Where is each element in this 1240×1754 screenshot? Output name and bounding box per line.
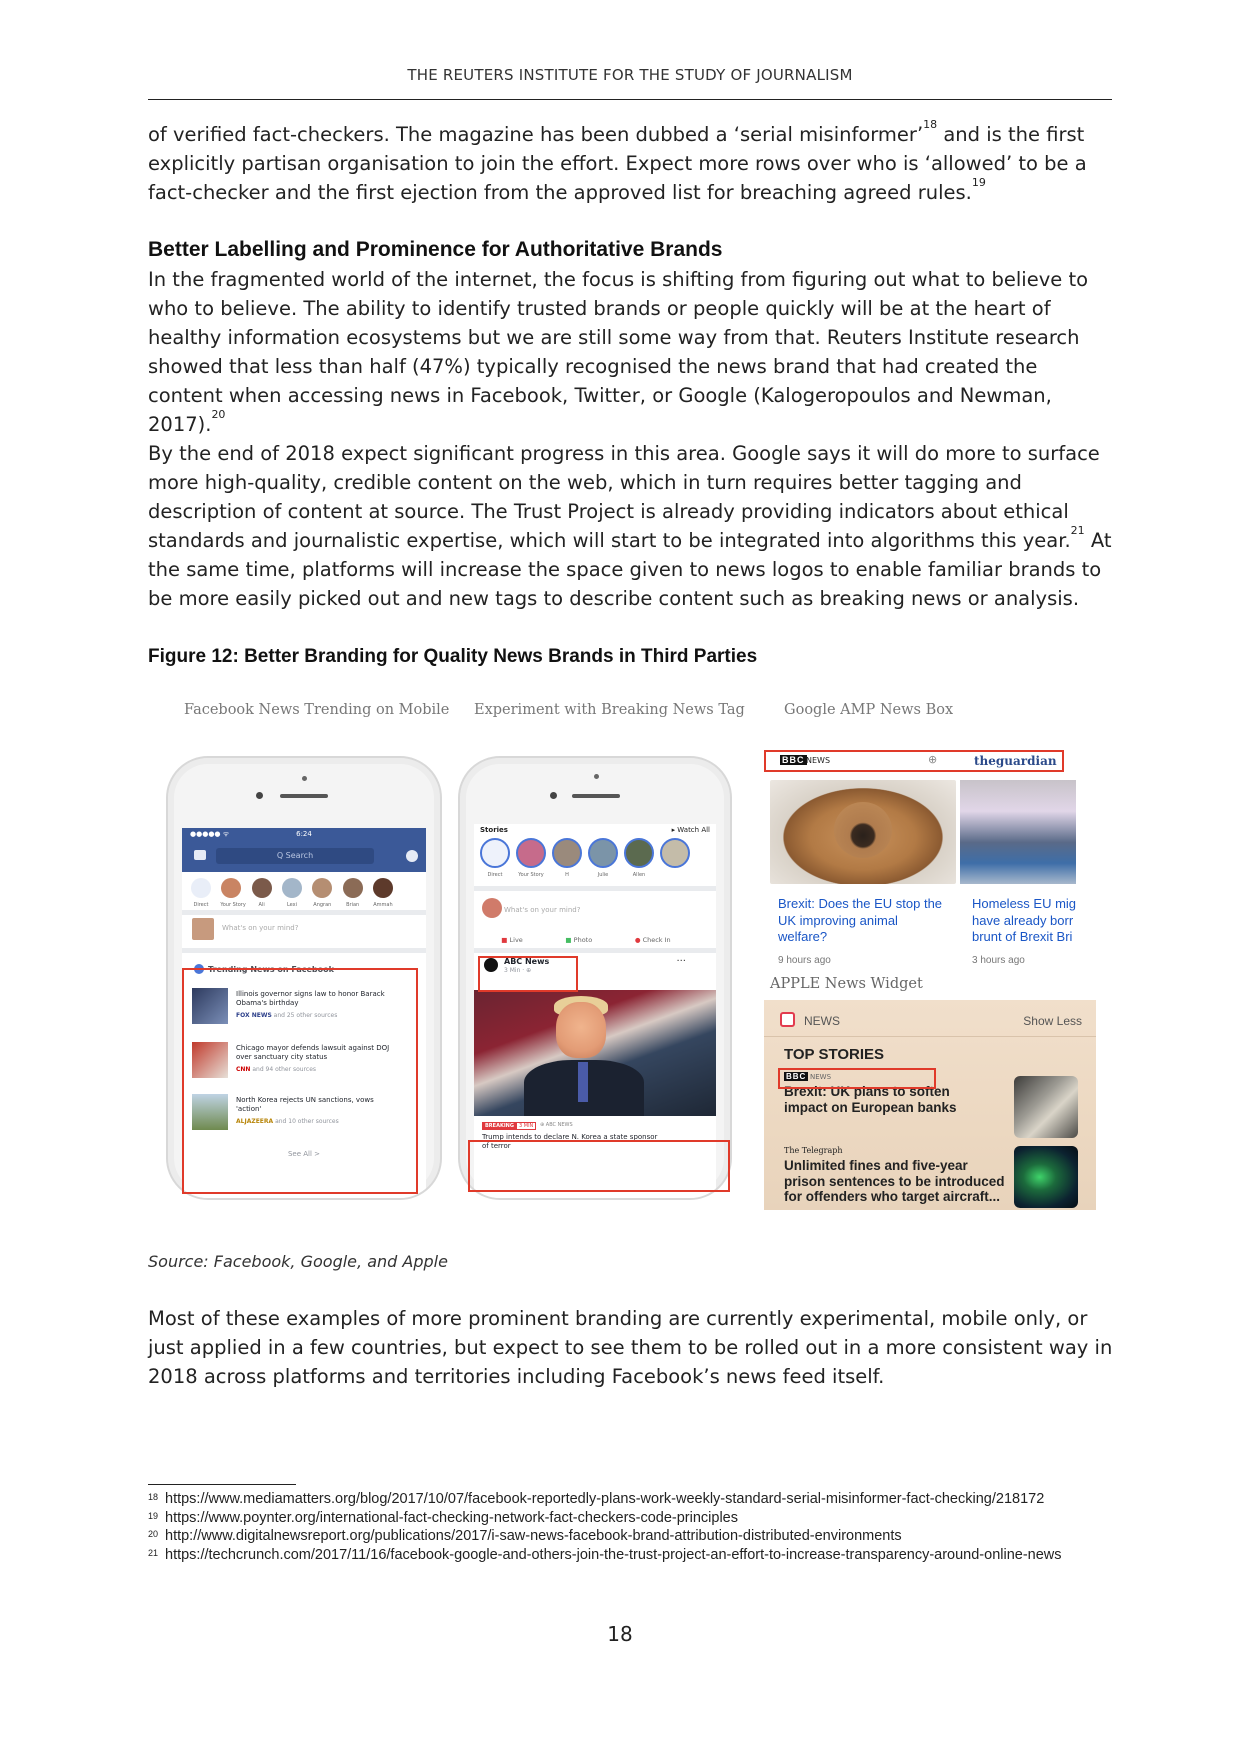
widget-headline: Brexit: UK plans to soften impact on European banks: [784, 1084, 957, 1115]
running-header: THE REUTERS INSTITUTE FOR THE STUDY OF JOURNALISM: [407, 66, 853, 84]
amp-headline: Brexit: Does the EU stop the UK improving animal welfare?: [778, 896, 943, 944]
conclusion-paragraph: [148, 1304, 1118, 1391]
messenger-icon[interactable]: [406, 850, 418, 862]
story-avatar[interactable]: Direct: [480, 838, 510, 878]
phone-speaker: [572, 794, 620, 798]
top-stories-heading: TOP STORIES: [784, 1046, 885, 1063]
label-breaking: Experiment with Breaking News Tag: [474, 702, 745, 718]
stories-row: [480, 838, 690, 878]
story-avatar[interactable]: Direct: [190, 878, 212, 908]
telegraph-logo: The Telegraph: [784, 1146, 843, 1155]
intro-text-a: of verified fact-checkers. The magazine has been dubbed a ‘serial misinformer’: [148, 123, 924, 146]
footnote-19: 19 https://www.poynter.org/international-fact-checking-network-fact-checkers-code-principles: [148, 1509, 738, 1526]
widget-headline: Unlimited fines and five-year prison sentences to be introduced for offenders who target aircraft...: [784, 1158, 1005, 1204]
story-avatar[interactable]: Allen: [624, 838, 654, 878]
trending-title: Trending News on Facebook: [208, 965, 334, 974]
story-avatar[interactable]: Julie: [588, 838, 618, 878]
widget-divider: [764, 1036, 1096, 1037]
story-avatar[interactable]: H: [552, 838, 582, 878]
footnote-ref-21[interactable]: 21: [1070, 523, 1085, 537]
status-time: 6:24: [296, 830, 312, 838]
divider: [474, 886, 716, 891]
watch-all-link[interactable]: ▸ Watch All: [671, 826, 710, 834]
composer-actions: [480, 936, 692, 944]
header-rule: [148, 99, 1112, 100]
camera-icon[interactable]: [194, 850, 206, 860]
footnote-ref-19[interactable]: 19: [971, 175, 986, 189]
figure-title: Figure 12: Better Branding for Quality News Brands in Third Parties: [148, 646, 758, 667]
breaking-tag: BREAKING: [482, 1122, 517, 1130]
amp-card-guardian[interactable]: [960, 780, 1076, 970]
widget-news-label: NEWS: [804, 1014, 840, 1028]
highlight-box-brand-bar: [764, 750, 1064, 772]
phone-sensor: [594, 774, 599, 779]
story-avatar[interactable]: [660, 838, 690, 878]
footnote-link[interactable]: http://www.digitalnewsreport.org/publications/2017/i-saw-news-facebook-brand-attribution-distributed-environments: [165, 1528, 902, 1544]
footnote-link[interactable]: https://www.poynter.org/international-fact-checking-network-fact-checkers-code-principles: [165, 1509, 738, 1526]
trending-headline: Illinois governor signs law to honor Barack Obama's birthday: [236, 990, 385, 1007]
highlight-box-breaking: [468, 1140, 730, 1192]
photo-button[interactable]: ■ Photo: [565, 936, 593, 944]
label-facebook: Facebook News Trending on Mobile: [184, 702, 450, 718]
see-all-link[interactable]: See All >: [287, 1150, 321, 1158]
story-avatar[interactable]: Ammah: [372, 878, 394, 908]
guardian-image: [960, 780, 1076, 884]
story-avatar[interactable]: Ali: [251, 878, 273, 908]
post-meta: 3 Min · ⊕: [504, 967, 532, 974]
user-avatar: [482, 898, 502, 918]
amp-time: 9 hours ago: [778, 955, 831, 966]
section-heading: Better Labelling and Prominence for Authoritative Brands: [148, 238, 723, 261]
label-apple: APPLE News Widget: [770, 976, 923, 992]
p2-text-b: At the same time, platforms will increase the space given to news logos to enable familiar brands to be more easily picked out and new tags to describe content such as breaking news or analysis.: [148, 529, 1112, 610]
puppy-face: [834, 802, 892, 858]
divider: [474, 948, 716, 953]
status-composer[interactable]: What's on your mind?: [504, 906, 581, 914]
amp-icon: ⊕: [928, 753, 938, 766]
amp-card-bbc[interactable]: [770, 780, 956, 970]
amp-headline: Homeless EU mig have already borr brunt of Brexit Bri: [972, 896, 1076, 944]
figure-source: Source: Facebook, Google, and Apple: [148, 1252, 448, 1271]
conclusion-text: Most of these examples of more prominent branding are currently experimental, mobile only, or just applied in a few countries, but expect to see them to be rolled out in a more consistent way in 2018 across platforms and territories including Facebook’s news feed itself.: [148, 1307, 1113, 1388]
phone-speaker: [280, 794, 328, 798]
intro-text-b: and is the first explicitly partisan organisation to join the effort. Expect more rows over who is ‘allowed’ to be a fact-checker and the first ejection from the approved list for breaching agreed rules.: [148, 123, 1087, 204]
story-avatar[interactable]: Angran: [311, 878, 333, 908]
amp-time: 3 hours ago: [972, 955, 1025, 966]
more-options-icon[interactable]: ···: [676, 956, 686, 967]
story-avatar[interactable]: Your Story: [220, 878, 242, 908]
intro-paragraph: [148, 117, 1118, 207]
footnote-18: 18 https://www.mediamatters.org/blog/2017/10/07/facebook-reportedly-plans-work-weekly-standard-serial-misinformer-fact-checking/218172: [148, 1491, 1045, 1507]
phone-camera: [550, 792, 557, 799]
show-less-button[interactable]: Show Less: [1023, 1014, 1082, 1028]
stories-label: Stories: [480, 826, 508, 834]
footnote-link[interactable]: https://techcrunch.com/2017/11/16/facebook-google-and-others-join-the-trust-project-an-effort-to-increase-transparency-around-online-news: [165, 1546, 1062, 1563]
trending-headline: Chicago mayor defends lawsuit against DOJ over sanctuary city status: [236, 1044, 390, 1061]
story-avatar[interactable]: Your Story: [516, 838, 546, 878]
footnote-link[interactable]: https://www.mediamatters.org/blog/2017/10/07/facebook-reportedly-plans-work-weekly-standard-serial-misinformer-fact-checking/218172: [165, 1491, 1045, 1507]
footnote-rule: [148, 1484, 296, 1485]
highlight-box-page-header: [478, 956, 578, 992]
footnote-20: 20 http://www.digitalnewsreport.org/publications/2017/i-saw-news-facebook-brand-attribution-distributed-environments: [148, 1528, 902, 1544]
highlight-box-apple-brand: [778, 1068, 936, 1089]
bbc-logo: BBC: [782, 755, 805, 765]
bbc-news-label: NEWS: [810, 1073, 832, 1081]
live-button[interactable]: ■ Live: [501, 936, 523, 944]
label-google: Google AMP News Box: [784, 702, 954, 718]
phone-sensor: [302, 776, 307, 781]
phone-camera: [256, 792, 263, 799]
breaking-headline: Trump intends to declare N. Korea a state sponsor of terror: [482, 1133, 658, 1150]
p2-text-a: By the end of 2018 expect significant progress in this area. Google says it will do more to surface more high-quality, credible content on the web, which in turn requires better tagging and description of content at source. The Trust Project is already providing indicators about ethical standards and journalistic expertise, which will start to be integrated into algorithms this year.: [148, 442, 1100, 552]
story-thumbnail: [1014, 1146, 1078, 1208]
photo-figure-tie: [578, 1062, 588, 1102]
user-avatar: [192, 918, 214, 940]
page-number: 18: [607, 1622, 633, 1646]
footnotes: [148, 1490, 1108, 1564]
guardian-logo: theguardian: [974, 754, 1057, 768]
trending-source: FOX NEWS and 25 other sources: [236, 1012, 338, 1019]
facebook-search[interactable]: Q Search: [216, 848, 374, 864]
trending-headline: North Korea rejects UN sanctions, vows 'action': [236, 1096, 374, 1113]
story-avatar[interactable]: Brian: [342, 878, 364, 908]
p1-text: In the fragmented world of the internet, the focus is shifting from figuring out what to believe to who to believe. The ability to identify trusted brands or people quickly will be at the heart of healthy information ecosystems but we are still some way from that. Reuters Institute research showed that less than half (47%) typically recognised the news brand that had created the content when accessing news in Facebook, Twitter, or Google (Kalogeropoulos and Newman, 2017).: [148, 268, 1089, 436]
footnote-ref-18[interactable]: 18: [923, 117, 938, 131]
status-bar: ●●●●● ᯤ: [190, 830, 230, 838]
story-avatar[interactable]: Lexi: [281, 878, 303, 908]
apple-news-icon: [780, 1012, 795, 1027]
bbc-logo: BBC: [786, 1072, 807, 1081]
checkin-button[interactable]: ● Check In: [634, 936, 671, 944]
page-name[interactable]: ABC News: [504, 957, 550, 966]
divider: [182, 910, 426, 915]
story-thumbnail: [1014, 1076, 1078, 1138]
footnote-ref-20[interactable]: 20: [211, 407, 226, 421]
divider: [182, 948, 426, 953]
source-tag: ⊕ ABC NEWS: [540, 1122, 573, 1128]
apple-news-widget: [764, 1000, 1096, 1210]
section-paragraph-1: [148, 265, 1118, 439]
stories-row: [190, 878, 394, 908]
trending-source: CNN and 94 other sources: [236, 1066, 317, 1073]
trending-source: ALJAZEERA and 10 other sources: [236, 1118, 339, 1125]
footnote-21: 21 https://techcrunch.com/2017/11/16/facebook-google-and-others-join-the-trust-project-an-effort-to-increase-transparency-around-online-news: [148, 1546, 1062, 1563]
photo-figure-face: [556, 1002, 606, 1058]
minutes-tag: 3 MIN: [516, 1122, 536, 1130]
highlight-box-trending: [182, 968, 418, 1194]
facebook-top-bar: [182, 828, 426, 872]
status-composer[interactable]: What's on your mind?: [222, 924, 299, 932]
section-paragraph-2: [148, 439, 1118, 613]
bbc-news-label: NEWS: [806, 756, 831, 765]
